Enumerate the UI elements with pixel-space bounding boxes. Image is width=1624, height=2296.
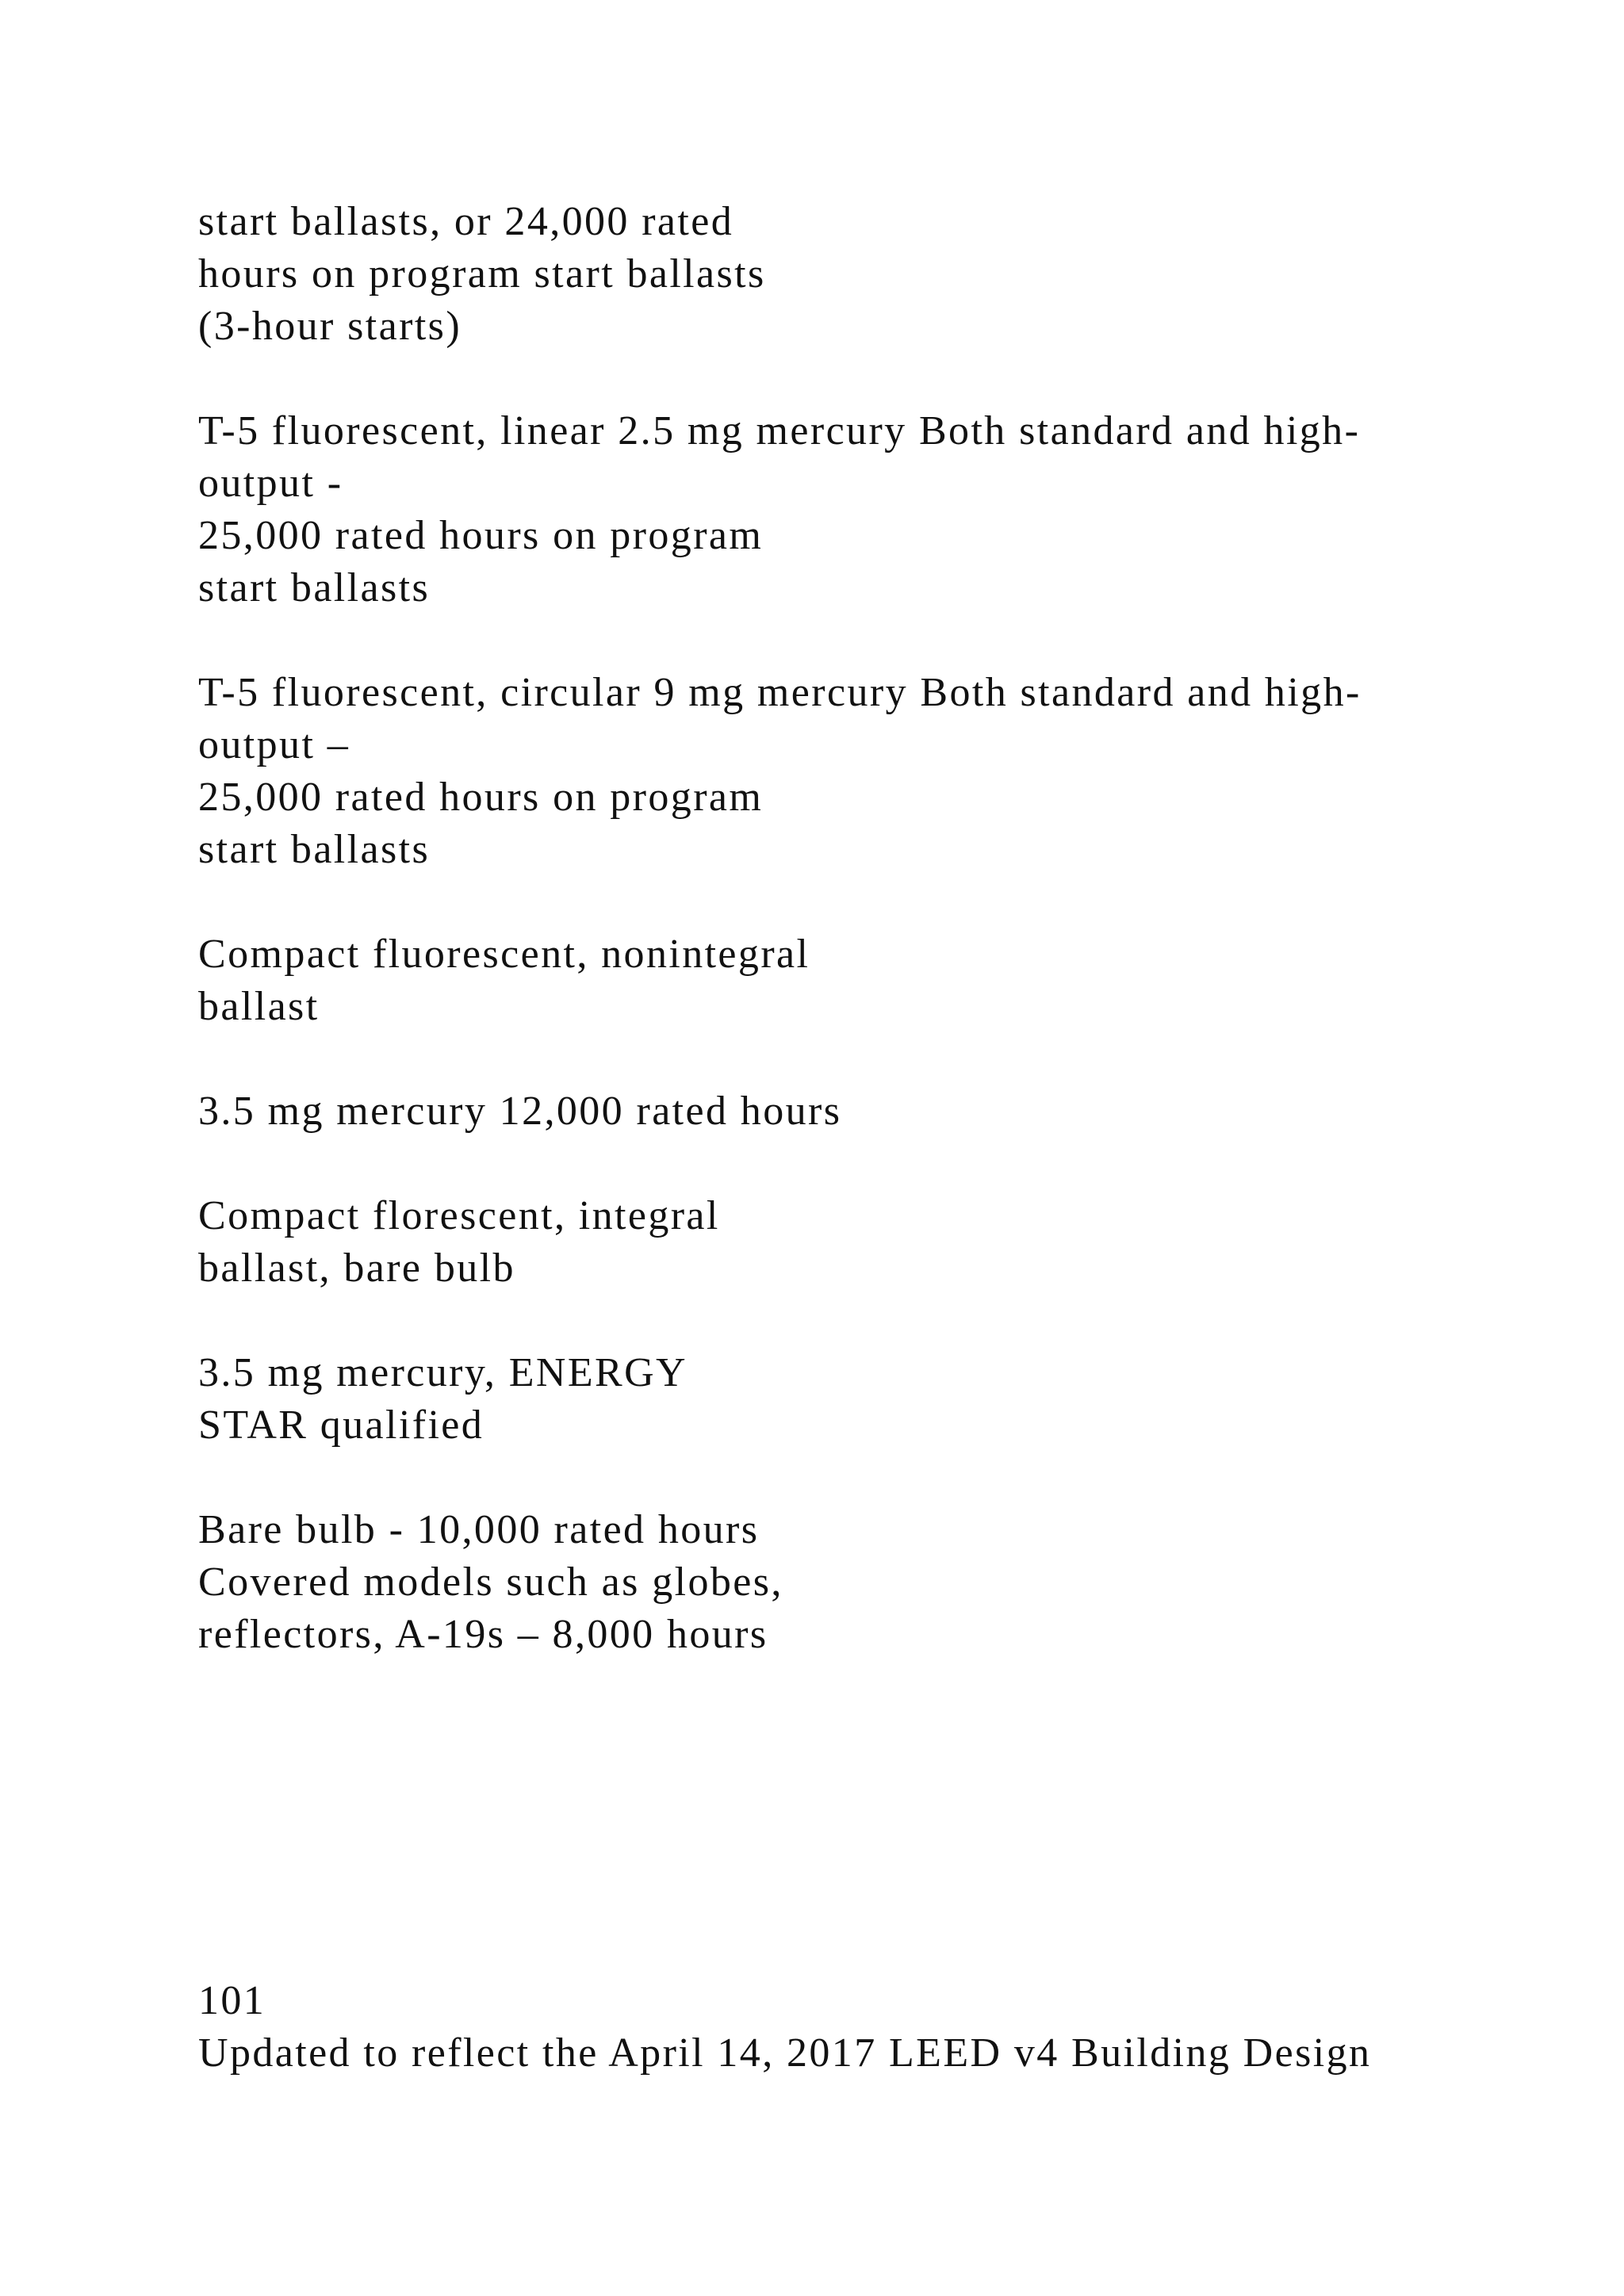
- text-line: (3-hour starts): [198, 304, 462, 349]
- text-line: output –: [198, 722, 350, 767]
- text-block-ballast-hours: [198, 196, 1546, 353]
- text-line: ballast, bare bulb: [198, 1246, 515, 1291]
- page-footer: [198, 1975, 1546, 2080]
- text-line: start ballasts: [198, 565, 431, 610]
- text-line: 3.5 mg mercury 12,000 rated hours: [198, 1089, 842, 1134]
- text-line: T-5 fluorescent, circular 9 mg mercury Both standard and high-: [198, 670, 1362, 715]
- text-block-t5-linear: [198, 405, 1546, 614]
- text-line: 3.5 mg mercury, ENERGY: [198, 1350, 688, 1395]
- text-block-compact-integral: [198, 1190, 1546, 1295]
- text-line: Covered models such as globes,: [198, 1559, 783, 1605]
- text-line: Compact fluorescent, nonintegral: [198, 932, 810, 977]
- text-line: T-5 fluorescent, linear 2.5 mg mercury Both standard and high-: [198, 408, 1361, 453]
- text-line: 25,000 rated hours on program: [198, 775, 764, 820]
- text-line: output -: [198, 461, 343, 506]
- text-line: reflectors, A-19s – 8,000 hours: [198, 1612, 768, 1657]
- page-number: 101: [198, 1978, 266, 2023]
- text-line: hours on program start ballasts: [198, 251, 766, 297]
- text-block-nonintegral-spec: [198, 1085, 1546, 1138]
- text-block-t5-circular: [198, 667, 1546, 876]
- text-line: ballast: [198, 984, 320, 1029]
- text-line: start ballasts: [198, 827, 431, 872]
- text-block-integral-spec: [198, 1347, 1546, 1452]
- text-block-bulb-hours: [198, 1504, 1546, 1661]
- text-line: Compact florescent, integral: [198, 1193, 720, 1238]
- text-line: Bare bulb - 10,000 rated hours: [198, 1507, 760, 1552]
- text-line: STAR qualified: [198, 1402, 485, 1448]
- text-line: 25,000 rated hours on program: [198, 513, 764, 558]
- text-block-compact-nonintegral: [198, 928, 1546, 1033]
- text-line: start ballasts, or 24,000 rated: [198, 199, 734, 244]
- footer-note: Updated to reflect the April 14, 2017 LEED v4 Building Design: [198, 2030, 1372, 2076]
